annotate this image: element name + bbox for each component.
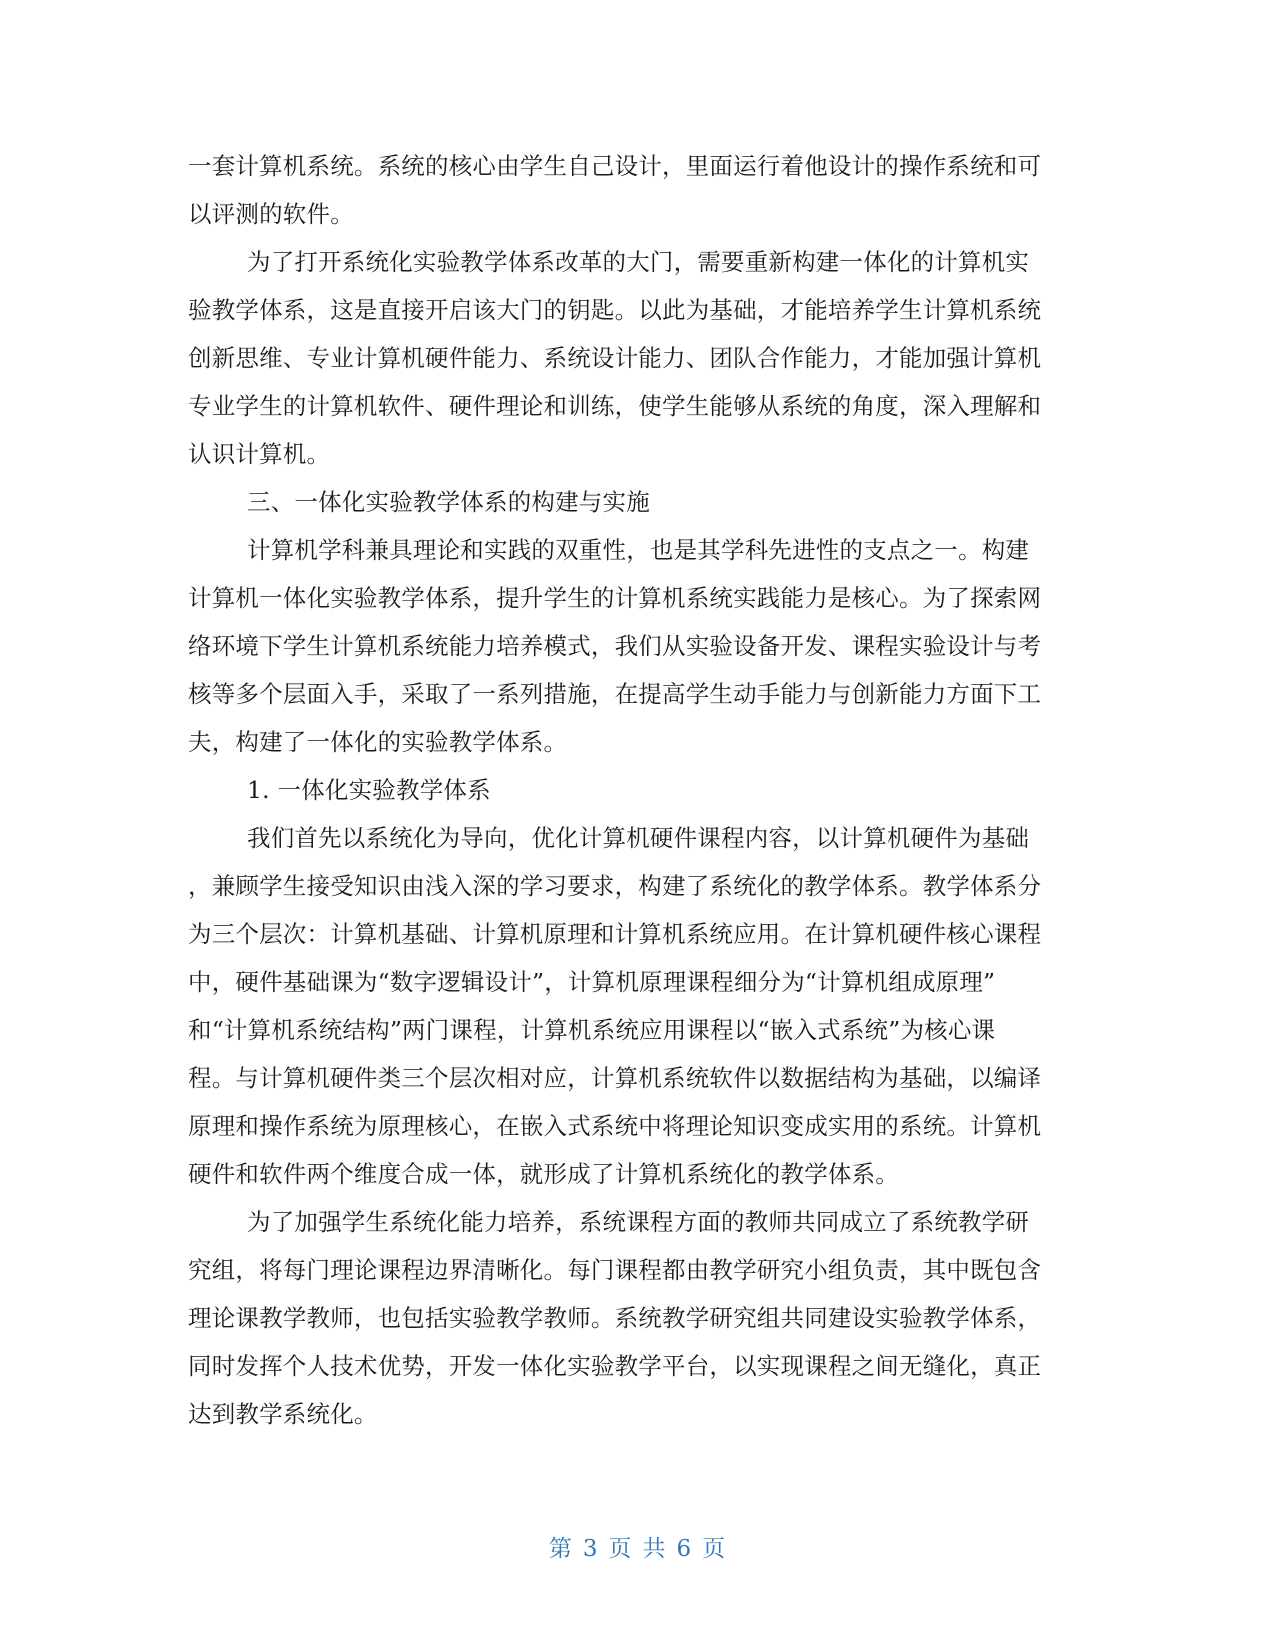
text-line: 认识计算机。 [188, 440, 331, 468]
page-label-mid: 页 [608, 1536, 633, 1562]
current-page-number: 3 [582, 1536, 599, 1562]
text-line: 中，硬件基础课为“数字逻辑设计”，计算机原理课程细分为“计算机组成原理” [188, 968, 996, 996]
text-line: 核等多个层面入手，采取了一系列措施，在提高学生动手能力与创新能力方面下工 [188, 680, 1042, 708]
text-line: 络环境下学生计算机系统能力培养模式，我们从实验设备开发、课程实验设计与考 [188, 632, 1042, 660]
paragraph-start: 为了打开系统化实验教学体系改革的大门，需要重新构建一体化的计算机实 [247, 248, 1030, 276]
text-line: 硬件和软件两个维度合成一体，就形成了计算机系统化的教学体系。 [188, 1160, 899, 1188]
text-line: 验教学体系，这是直接开启该大门的钥匙。以此为基础，才能培养学生计算机系统 [188, 296, 1042, 324]
paragraph-start: 为了加强学生系统化能力培养，系统课程方面的教师共同成立了系统教学研 [247, 1208, 1030, 1236]
text-line: 程。与计算机硬件类三个层次相对应，计算机系统软件以数据结构为基础，以编译 [188, 1064, 1042, 1092]
text-line: ，兼顾学生接受知识由浅入深的学习要求，构建了系统化的教学体系。教学体系分 [188, 872, 1042, 900]
page-footer [0, 1530, 1275, 1563]
text-line: 达到教学系统化。 [188, 1400, 378, 1428]
text-line: 为三个层次：计算机基础、计算机原理和计算机系统应用。在计算机硬件核心课程 [188, 920, 1042, 948]
total-pages-number: 6 [676, 1536, 693, 1562]
text-line: 同时发挥个人技术优势，开发一体化实验教学平台，以实现课程之间无缝化，真正 [188, 1352, 1042, 1380]
text-line: 一套计算机系统。系统的核心由学生自己设计，里面运行着他设计的操作系统和可 [188, 152, 1042, 180]
subsection-heading: 1. 一体化实验教学体系 [247, 776, 491, 804]
text-line: 以评测的软件。 [188, 200, 354, 228]
text-line: 原理和操作系统为原理核心，在嵌入式系统中将理论知识变成实用的系统。计算机 [188, 1112, 1042, 1140]
page-label-total-prefix: 共 [642, 1536, 667, 1562]
section-heading: 三、一体化实验教学体系的构建与实施 [247, 488, 650, 516]
text-line: 计算机一体化实验教学体系，提升学生的计算机系统实践能力是核心。为了探索网 [188, 584, 1042, 612]
document-body [188, 142, 1088, 1438]
page-label-suffix: 页 [702, 1536, 727, 1562]
text-line: 专业学生的计算机软件、硬件理论和训练，使学生能够从系统的角度，深入理解和 [188, 392, 1042, 420]
paragraph-start: 计算机学科兼具理论和实践的双重性，也是其学科先进性的支点之一。构建 [247, 536, 1030, 564]
page-label-prefix: 第 [548, 1536, 573, 1562]
text-line: 和“计算机系统结构”两门课程，计算机系统应用课程以“嵌入式系统”为核心课 [188, 1016, 996, 1044]
text-line: 创新思维、专业计算机硬件能力、系统设计能力、团队合作能力，才能加强计算机 [188, 344, 1042, 372]
text-line: 夫，构建了一体化的实验教学体系。 [188, 728, 568, 756]
paragraph-start: 我们首先以系统化为导向，优化计算机硬件课程内容，以计算机硬件为基础 [247, 824, 1030, 852]
text-line: 理论课教学教师，也包括实验教学教师。系统教学研究组共同建设实验教学体系， [188, 1304, 1042, 1332]
text-line: 究组，将每门理论课程边界清晰化。每门课程都由教学研究小组负责，其中既包含 [188, 1256, 1042, 1284]
